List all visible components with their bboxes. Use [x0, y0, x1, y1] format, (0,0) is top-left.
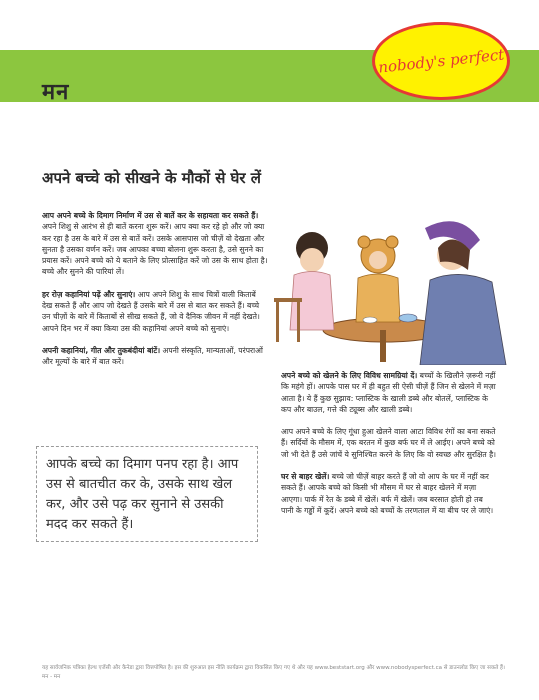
paragraph-lead: अपने बच्चे को खेलने के लिए विविध सामग्रियां दें।: [281, 371, 418, 380]
paragraph-text: आप अपने शिशु के साथ चित्रों वाली किताबें देख सकते हैं और आप जो देखते हैं उसके बारे में उस से बात कर सकते हैं। बच्चे उन चीज़ों के बारे में किताबों से सीख सकते हैं, जो वे दैनिक जीवन में नहीं देखते। आपने दिन भर में क्या किया उस की कहानियां अपने बच्चे को सुनाएं।: [42, 289, 260, 333]
section-title: मन: [42, 80, 70, 105]
logo-text: nobody's perfect: [377, 45, 505, 77]
paragraph-lead: अपनी कहानियां, गीत और तुकबंदीयां बांटें।: [42, 345, 161, 355]
paragraph-lead: आप अपने बच्चे के दिमाग निर्माण में उस से बातें कर के सहायता कर सकते हैं।: [42, 211, 259, 220]
nobodys-perfect-logo: [372, 22, 510, 100]
paragraph: [281, 426, 497, 460]
page-title: अपने बच्चे को सीखने के मौकों से घेर लें: [42, 169, 261, 187]
paragraph-lead: हर रोज़ कहानियां पढ़ें और सुनाएं।: [42, 289, 136, 299]
paragraph-text: बच्चों के खिलौने ज़रूरी नहीं कि महंगे हों। आपके पास घर में ही बहुत सी ऐसी चीज़ें हैं जिन से खेलने में मज़ा आता है। ये हैं कुछ सुझाव: प्लास्टिक के खाली डब्बे और बोतलें, प्लास्टिक के कप और बाउल, गत्ते की ट्यूब्स और खाली डब्बे।: [281, 371, 496, 414]
paragraph-text: बच्चे जो चीज़ें बाहर करते हैं जो वो आप के घर में नहीं कर सकते हैं। आपके बच्चे को किसी भी मौसम में घर से बाहर खेलने में मज़ा आएगा। पार्क में रेत के डब्बे में खेलें। बर्फ में खेलें। जब बरसात होती हो तब पानी के गड्ढों में कूदें। अपने बच्चे को बच्चों के तरणताल में या बीच पर ले जाएं।: [281, 472, 494, 515]
left-column: [42, 210, 268, 379]
paragraph-lead: घर से बाहर खेलें।: [281, 472, 330, 482]
paragraph: [281, 370, 497, 415]
paragraph: [42, 210, 268, 278]
paragraph: [42, 289, 268, 334]
paragraph: [281, 471, 497, 516]
paragraph-text: आप अपने बच्चे के लिए गूंधा हुआ खेलने वाला आटा विविध रंगों का बना सकते हैं। सर्दियों के मौसम में, एक बरतन में कुछ बर्फ घर में ले आईए। अपने बच्चे को जो भी देते हैं उसे जांचें ये सुनिश्चित करने के लिए कि वो स्वच्छ और सुरक्षित है।: [281, 427, 497, 459]
callout-box: आपके बच्चे का दिमाग पनप रहा है। आप उस से बातचीत कर के, उसके साथ खेल कर, और उसे पढ़ कर सुनाने से उसकी मदद कर सकते हैं।: [36, 446, 258, 542]
family-illustration: [270, 200, 510, 365]
footer-text: यह सार्वजनिक पत्रिका हेल्थ एजेंसी और कैनेडा द्वारा वित्तपोषित है। इस की शुरुआत इस नीति कार्यक्रम द्वारा विकसित किए गए थे और यह www.beststart.org और www.nobodysperfect.ca से डाउनलोड किए जा सकते हैं। मन - मन: [42, 665, 506, 680]
paragraph-text: अपने शिशु से आरंभ से ही बातें करना शुरू करें। आप क्या कर रहे हो और जो क्या कर रहा है उस के बारे में उस से बातें करें। उसके आसपास जो चीज़ें वो देखता और सुनता है उसका वर्णन करें। जब आपका बच्चा बोलना शुरू करता है, उसे सुनने का प्रयास करें। अपने बच्चे को ये बताने के लिए प्रोत्साहित करें जो उस के साथ होता है। बच्चे और सुनने की पारियां लें।: [42, 222, 268, 277]
paragraph-text: अपनी संस्कृति, मान्यताओं, परंपराओं और मूल्यों के बारे में बात करें।: [42, 345, 263, 367]
paragraph: [42, 345, 268, 368]
right-column: [281, 370, 497, 527]
